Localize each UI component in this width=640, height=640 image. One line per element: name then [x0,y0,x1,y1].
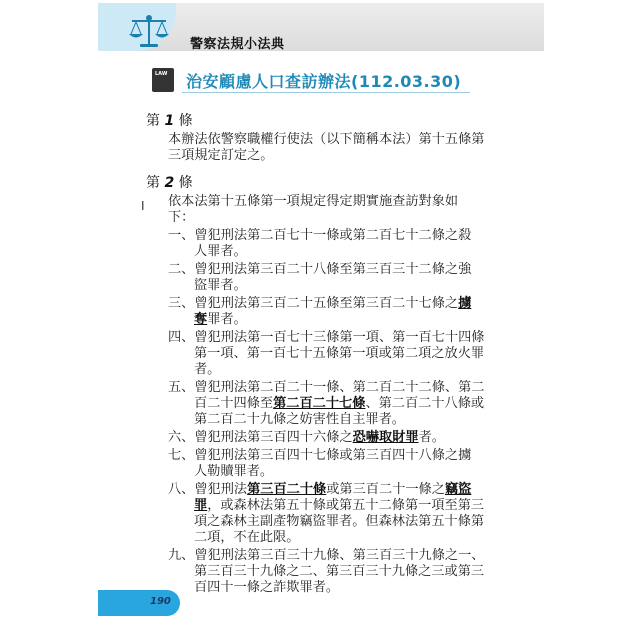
list-item-line: 二項，不在此限。 [194,530,300,545]
law-badge-label: LAW [155,71,168,77]
list-item-line: 人罪者。 [194,244,247,259]
article-2-heading: 第 2 條 [146,175,193,191]
book-title: 警察法規小法典 [190,37,285,52]
article-2-line: 依本法第十五條第一項規定得定期實施查訪對象如 [168,194,459,209]
law-title: 治安顧慮人口查訪辦法(112.03.30) [186,72,462,91]
law-title-bar [152,68,470,94]
article-1-heading: 第 1 條 [146,113,193,129]
page-number: 190 [150,596,171,607]
law-book-icon [152,68,174,92]
list-item-line: 一、曾犯刑法第二百七十一條或第二百七十二條之殺 [168,228,472,243]
list-item-line: 項之森林主副產物竊盜罪者。但森林法第五十條第 [194,514,485,529]
list-item-line: 九、曾犯刑法第三百三十九條、第三百三十九條之一、 [168,548,485,563]
article-1-line: 三項規定訂定之。 [168,148,274,163]
list-item-line: 人勒贖罪者。 [194,464,274,479]
list-item-line: 四、曾犯刑法第一百七十三條第一項、第一百七十四條 [168,330,485,345]
list-item-line: 百二十四條至第二百二十七條、第二百二十八條或 [194,396,485,411]
list-item-line: 第一項、第一百七十五條第一項或第二項之放火罪 [194,346,485,361]
list-item-line: 罪，或森林法第五十條或第五十二條第一項至第三 [194,498,485,513]
title-divider [182,92,470,93]
list-item-line: 盜罪者。 [194,278,247,293]
list-item-line: 五、曾犯刑法第二百二十一條、第二百二十二條、第二 [168,380,485,395]
article-1-line: 本辦法依警察職權行使法（以下簡稱本法）第十五條第 [168,132,485,147]
list-item-line: 二、曾犯刑法第三百二十八條至第三百三十二條之強 [168,262,472,277]
list-item-line: 第二百二十九條之妨害性自主罪者。 [194,412,405,427]
list-item-line: 奪罪者。 [194,312,247,327]
list-item-line: 第三百三十九條之二、第三百三十九條之三或第三 [194,564,485,579]
paragraph-marker: I [141,199,145,213]
scales-of-justice-icon [128,14,170,48]
list-item-line: 七、曾犯刑法第三百四十七條或第三百四十八條之擄 [168,448,472,463]
list-item-line: 八、曾犯刑法第三百二十條或第三百二十一條之竊盜 [168,482,472,497]
article-2-line: 下： [168,210,195,225]
list-item-line: 百四十一條之詐欺罪者。 [194,580,340,595]
list-item-line: 三、曾犯刑法第三百二十五條至第三百二十七條之擄 [168,296,472,311]
list-item-line: 六、曾犯刑法第三百四十六條之恐嚇取財罪者。 [168,430,445,445]
list-item-line: 者。 [194,362,221,377]
